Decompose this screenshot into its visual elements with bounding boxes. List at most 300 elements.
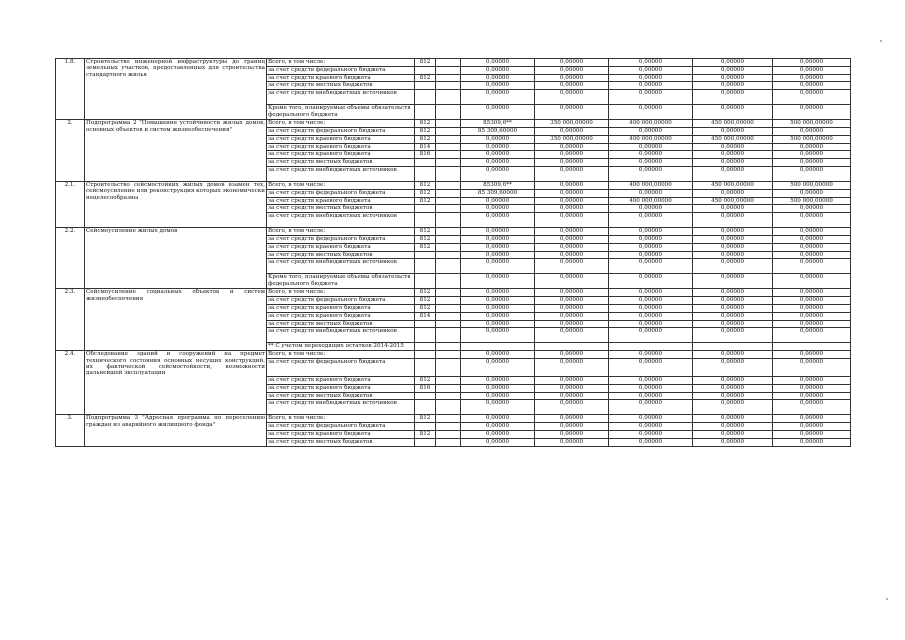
funding-source: за счет средств краевого бюджета: [267, 151, 415, 159]
amount-cell: [436, 181, 461, 189]
amount-cell: 0,00000: [609, 312, 693, 320]
ministry-code: 812: [415, 228, 436, 236]
amount-cell: 0,00000: [609, 358, 693, 376]
amount-cell: 0,00000: [461, 297, 535, 305]
amount-cell: 0,00000: [461, 213, 535, 228]
amount-cell: 0,00000: [535, 82, 609, 90]
amount-cell: 0,00000: [693, 312, 773, 320]
amount-cell: 0,00000: [535, 127, 609, 135]
ministry-code: [415, 320, 436, 328]
funding-source: за счет средств внебюджетных источников: [267, 400, 415, 415]
section-number: 3.: [56, 415, 85, 446]
amount-cell: 0,00000: [461, 82, 535, 90]
amount-cell: [436, 392, 461, 400]
amount-cell: 0,00000: [461, 328, 535, 343]
amount-cell: 0,00000: [609, 251, 693, 259]
amount-cell: 0,00000: [461, 143, 535, 151]
amount-cell: 0,00000: [609, 59, 693, 67]
amount-cell: 0,00000: [461, 320, 535, 328]
amount-cell: 85309,6**: [461, 120, 535, 128]
amount-cell: 0,00000: [535, 243, 609, 251]
ministry-code: [415, 438, 436, 446]
funding-source: за счет средств краевого бюджета: [267, 243, 415, 251]
amount-cell: [436, 213, 461, 228]
section-title: Подпрограмма 2 "Повышение устойчивости жилых домов, основных объектов и систем жизнеобеспечения": [85, 120, 267, 182]
amount-cell: 0,00000: [773, 400, 851, 415]
ministry-code: [415, 166, 436, 181]
amount-cell: [436, 289, 461, 297]
amount-cell: [436, 74, 461, 82]
amount-cell: 0,00000: [693, 159, 773, 167]
amount-cell: [436, 320, 461, 328]
amount-cell: 0,00000: [693, 423, 773, 431]
amount-cell: 0,00000: [461, 351, 535, 359]
section-title: Строительство инженерной инфраструктуры до границ земельных участков, предоставленных для строительства стандартного жилья: [85, 59, 267, 120]
amount-cell: 500 000,00000: [773, 135, 851, 143]
amount-cell: [436, 159, 461, 167]
amount-cell: 0,00000: [693, 259, 773, 274]
amount-cell: 400 000,00000: [609, 135, 693, 143]
amount-cell: 0,00000: [461, 312, 535, 320]
amount-cell: 0,00000: [693, 320, 773, 328]
amount-cell: 0,00000: [535, 166, 609, 181]
amount-cell: 0,00000: [535, 438, 609, 446]
funding-source: за счет средств местных бюджетов: [267, 251, 415, 259]
funding-source: за счет средств краевого бюджета: [267, 376, 415, 384]
empty-cell: [773, 343, 851, 351]
amount-cell: 450 000,00000: [693, 135, 773, 143]
amount-cell: 0,00000: [461, 205, 535, 213]
amount-cell: 0,00000: [609, 66, 693, 74]
amount-cell: 0,00000: [609, 392, 693, 400]
funding-source: за счет средств краевого бюджета: [267, 135, 415, 143]
amount-cell: 0,00000: [535, 312, 609, 320]
amount-cell: 0,00000: [461, 135, 535, 143]
table-row: [56, 415, 851, 423]
amount-cell: 0,00000: [609, 151, 693, 159]
section-title: Строительство сейсмостойких жилых домов взамен тех, сейсмоусиление или реконструкция которых экономически нецелесообразны: [85, 181, 267, 227]
amount-cell: 0,00000: [773, 415, 851, 423]
amount-cell: 0,00000: [535, 213, 609, 228]
amount-cell: 0,00000: [693, 358, 773, 376]
amount-cell: 0,00000: [535, 159, 609, 167]
amount-cell: 0,00000: [535, 400, 609, 415]
amount-cell: 0,00000: [609, 297, 693, 305]
funding-source: за счет средств внебюджетных источников: [267, 166, 415, 181]
ministry-code: 812: [415, 197, 436, 205]
amount-cell: 0,00000: [535, 259, 609, 274]
ministry-code: 812: [415, 127, 436, 135]
ministry-code: 814: [415, 143, 436, 151]
amount-cell: 0,00000: [693, 235, 773, 243]
amount-cell: 0,00000: [461, 392, 535, 400]
amount-cell: 0,00000: [461, 376, 535, 384]
amount-cell: [436, 151, 461, 159]
amount-cell: 0,00000: [773, 312, 851, 320]
amount-cell: [436, 197, 461, 205]
amount-cell: [436, 274, 461, 289]
ministry-code: 812: [415, 189, 436, 197]
amount-cell: 0,00000: [461, 235, 535, 243]
amount-cell: 0,00000: [693, 228, 773, 236]
amount-cell: 0,00000: [535, 415, 609, 423]
funding-source: за счет средств краевого бюджета: [267, 74, 415, 82]
amount-cell: 0,00000: [609, 228, 693, 236]
funding-source: за счет средств краевого бюджета: [267, 430, 415, 438]
amount-cell: 0,00000: [693, 430, 773, 438]
amount-cell: 0,00000: [693, 90, 773, 105]
section-title: Сейсмоусиление жилых домов: [85, 228, 267, 289]
funding-source: за счет средств местных бюджетов: [267, 320, 415, 328]
amount-cell: 0,00000: [609, 430, 693, 438]
amount-cell: 0,00000: [773, 189, 851, 197]
amount-cell: [436, 120, 461, 128]
amount-cell: 350 000,00000: [535, 120, 609, 128]
amount-cell: 0,00000: [693, 251, 773, 259]
section-title: Сейсмоусиление социальных объектов и систем жизнеобеспечения: [85, 289, 267, 351]
amount-cell: 0,00000: [535, 430, 609, 438]
amount-cell: 0,00000: [693, 415, 773, 423]
amount-cell: 0,00000: [773, 289, 851, 297]
amount-cell: 0,00000: [461, 66, 535, 74]
amount-cell: 0,00000: [609, 304, 693, 312]
amount-cell: 0,00000: [461, 197, 535, 205]
amount-cell: 450 000,00000: [693, 197, 773, 205]
amount-cell: 0,00000: [535, 59, 609, 67]
amount-cell: 0,00000: [461, 159, 535, 167]
footnote: ** С учетом переходящих остатков 2014-2015: [267, 343, 415, 351]
table-row: [56, 181, 851, 189]
amount-cell: [436, 235, 461, 243]
ministry-code: [415, 328, 436, 343]
ministry-code: [415, 274, 436, 289]
amount-cell: 0,00000: [535, 328, 609, 343]
amount-cell: 0,00000: [773, 351, 851, 359]
ministry-code: [415, 159, 436, 167]
amount-cell: 0,00000: [773, 205, 851, 213]
empty-cell: [436, 343, 461, 351]
amount-cell: 0,00000: [773, 438, 851, 446]
ministry-code: 812: [415, 430, 436, 438]
funding-source: за счет средств внебюджетных источников: [267, 259, 415, 274]
amount-cell: [436, 312, 461, 320]
ministry-code: 812: [415, 415, 436, 423]
scan-speck: [886, 598, 888, 600]
amount-cell: 0,00000: [609, 90, 693, 105]
amount-cell: 0,00000: [609, 205, 693, 213]
amount-cell: 0,00000: [609, 384, 693, 392]
amount-cell: [436, 415, 461, 423]
amount-cell: 0,00000: [773, 259, 851, 274]
amount-cell: [436, 143, 461, 151]
amount-cell: 0,00000: [609, 320, 693, 328]
amount-cell: 0,00000: [693, 151, 773, 159]
amount-cell: 0,00000: [609, 351, 693, 359]
amount-cell: 0,00000: [535, 251, 609, 259]
ministry-code: 812: [415, 135, 436, 143]
ministry-code: [415, 251, 436, 259]
amount-cell: 0,00000: [535, 304, 609, 312]
amount-cell: 0,00000: [609, 74, 693, 82]
amount-cell: 0,00000: [693, 143, 773, 151]
amount-cell: 85309,6**: [461, 181, 535, 189]
funding-source: за счет средств краевого бюджета: [267, 384, 415, 392]
funding-source: за счет средств федерального бюджета: [267, 423, 415, 431]
amount-cell: [436, 304, 461, 312]
amount-cell: 450 000,00000: [693, 120, 773, 128]
amount-cell: 0,00000: [609, 259, 693, 274]
ministry-code: 812: [415, 289, 436, 297]
amount-cell: 0,00000: [461, 358, 535, 376]
budget-table: [55, 58, 851, 447]
amount-cell: 0,00000: [693, 438, 773, 446]
ministry-code: [415, 400, 436, 415]
amount-cell: [436, 430, 461, 438]
amount-cell: 0,00000: [535, 358, 609, 376]
amount-cell: 0,00000: [535, 90, 609, 105]
amount-cell: 0,00000: [693, 127, 773, 135]
amount-cell: 0,00000: [609, 143, 693, 151]
ministry-code: [415, 351, 436, 359]
amount-cell: 0,00000: [773, 127, 851, 135]
amount-cell: 0,00000: [535, 376, 609, 384]
ministry-code: 816: [415, 151, 436, 159]
amount-cell: 0,00000: [535, 297, 609, 305]
amount-cell: 400 000,00000: [609, 197, 693, 205]
funding-source: за счет средств местных бюджетов: [267, 82, 415, 90]
ministry-code: [415, 392, 436, 400]
funding-source: за счет средств местных бюджетов: [267, 392, 415, 400]
amount-cell: 0,00000: [535, 228, 609, 236]
amount-cell: 0,00000: [693, 59, 773, 67]
amount-cell: 0,00000: [535, 235, 609, 243]
amount-cell: 0,00000: [773, 297, 851, 305]
ministry-code: 812: [415, 120, 436, 128]
table-row: [56, 351, 851, 359]
funding-source: за счет средств внебюджетных источников: [267, 213, 415, 228]
empty-cell: [609, 343, 693, 351]
amount-cell: 0,00000: [609, 159, 693, 167]
amount-cell: [436, 376, 461, 384]
amount-cell: [436, 358, 461, 376]
amount-cell: 0,00000: [773, 358, 851, 376]
amount-cell: 0,00000: [535, 351, 609, 359]
amount-cell: 0,00000: [461, 274, 535, 289]
amount-cell: 0,00000: [773, 274, 851, 289]
amount-cell: 0,00000: [773, 392, 851, 400]
amount-cell: 0,00000: [773, 423, 851, 431]
funding-source: за счет средств федерального бюджета: [267, 358, 415, 376]
amount-cell: 0,00000: [693, 304, 773, 312]
amount-cell: 0,00000: [693, 289, 773, 297]
amount-cell: [436, 90, 461, 105]
ministry-code: [415, 105, 436, 120]
amount-cell: 0,00000: [461, 105, 535, 120]
section-number: 1.8.: [56, 59, 85, 120]
amount-cell: 0,00000: [535, 205, 609, 213]
amount-cell: [436, 135, 461, 143]
table-row: [56, 59, 851, 67]
amount-cell: 0,00000: [461, 423, 535, 431]
section-title: Обследование зданий и сооружений на предмет технического состояния основных несущих конструкций, их фактической сейсмостойкости, возможности дальнейшей эксплуатации: [85, 351, 267, 415]
amount-cell: [436, 251, 461, 259]
amount-cell: 0,00000: [773, 59, 851, 67]
amount-cell: [436, 259, 461, 274]
section-number: 2.3.: [56, 289, 85, 351]
funding-source: за счет средств краевого бюджета: [267, 143, 415, 151]
amount-cell: 0,00000: [609, 328, 693, 343]
amount-cell: 0,00000: [461, 90, 535, 105]
ministry-code: 812: [415, 59, 436, 67]
amount-cell: 400 000,00000: [609, 181, 693, 189]
amount-cell: 0,00000: [773, 376, 851, 384]
amount-cell: 0,00000: [461, 304, 535, 312]
ministry-code: 812: [415, 376, 436, 384]
amount-cell: [436, 384, 461, 392]
amount-cell: 0,00000: [773, 213, 851, 228]
amount-cell: 0,00000: [535, 105, 609, 120]
amount-cell: [436, 127, 461, 135]
amount-cell: [436, 438, 461, 446]
amount-cell: 0,00000: [773, 320, 851, 328]
ministry-code: [415, 90, 436, 105]
funding-source: за счет средств краевого бюджета: [267, 197, 415, 205]
amount-cell: 0,00000: [535, 289, 609, 297]
amount-cell: 450 000,00000: [693, 181, 773, 189]
amount-cell: 0,00000: [693, 384, 773, 392]
amount-cell: 0,00000: [461, 430, 535, 438]
amount-cell: 0,00000: [693, 213, 773, 228]
amount-cell: 0,00000: [773, 105, 851, 120]
amount-cell: 0,00000: [609, 423, 693, 431]
funding-source: Всего, в том числе:: [267, 59, 415, 67]
funding-source: за счет средств федерального бюджета: [267, 66, 415, 74]
amount-cell: 500 000,00000: [773, 197, 851, 205]
amount-cell: 0,00000: [461, 415, 535, 423]
amount-cell: 0,00000: [609, 213, 693, 228]
amount-cell: 0,00000: [609, 400, 693, 415]
amount-cell: 0,00000: [461, 384, 535, 392]
amount-cell: 0,00000: [773, 251, 851, 259]
amount-cell: 0,00000: [609, 274, 693, 289]
funding-source: за счет средств внебюджетных источников: [267, 90, 415, 105]
amount-cell: 0,00000: [773, 151, 851, 159]
amount-cell: 0,00000: [609, 438, 693, 446]
amount-cell: 500 000,00000: [773, 181, 851, 189]
funding-source: за счет средств федерального бюджета: [267, 297, 415, 305]
amount-cell: 0,00000: [609, 415, 693, 423]
ministry-code: [415, 66, 436, 74]
amount-cell: [436, 297, 461, 305]
amount-cell: 350 000,00000: [535, 135, 609, 143]
amount-cell: 85 309,60000: [461, 127, 535, 135]
amount-cell: 0,00000: [535, 384, 609, 392]
amount-cell: 0,00000: [609, 189, 693, 197]
section-number: 2.: [56, 120, 85, 182]
amount-cell: 500 000,00000: [773, 120, 851, 128]
amount-cell: 0,00000: [773, 74, 851, 82]
amount-cell: 0,00000: [773, 159, 851, 167]
amount-cell: 0,00000: [693, 351, 773, 359]
section-number: 2.1.: [56, 181, 85, 227]
amount-cell: [436, 228, 461, 236]
amount-cell: 0,00000: [609, 127, 693, 135]
empty-cell: [415, 343, 436, 351]
amount-cell: 0,00000: [461, 289, 535, 297]
table-row: [56, 120, 851, 128]
amount-cell: 0,00000: [693, 400, 773, 415]
amount-cell: [436, 66, 461, 74]
amount-cell: 0,00000: [609, 376, 693, 384]
amount-cell: 0,00000: [693, 189, 773, 197]
ministry-code: 812: [415, 243, 436, 251]
amount-cell: 0,00000: [693, 74, 773, 82]
amount-cell: 0,00000: [609, 166, 693, 181]
amount-cell: 0,00000: [461, 251, 535, 259]
empty-cell: [693, 343, 773, 351]
funding-source: за счет средств федерального бюджета: [267, 189, 415, 197]
amount-cell: 0,00000: [693, 376, 773, 384]
amount-cell: 0,00000: [693, 205, 773, 213]
amount-cell: [436, 166, 461, 181]
amount-cell: [436, 59, 461, 67]
section-number: 2.2.: [56, 228, 85, 289]
amount-cell: [436, 105, 461, 120]
amount-cell: 0,00000: [461, 438, 535, 446]
amount-cell: [436, 328, 461, 343]
funding-source: за счет средств федерального бюджета: [267, 127, 415, 135]
empty-cell: [535, 343, 609, 351]
ministry-code: [415, 213, 436, 228]
ministry-code: 812: [415, 181, 436, 189]
amount-cell: [436, 205, 461, 213]
ministry-code: 814: [415, 312, 436, 320]
budget-table-body: [56, 59, 851, 447]
amount-cell: 0,00000: [535, 320, 609, 328]
amount-cell: 0,00000: [461, 259, 535, 274]
ministry-code: 812: [415, 297, 436, 305]
amount-cell: 0,00000: [461, 151, 535, 159]
amount-cell: 0,00000: [773, 235, 851, 243]
amount-cell: 0,00000: [535, 392, 609, 400]
section-number: 2.4.: [56, 351, 85, 415]
amount-cell: 0,00000: [461, 243, 535, 251]
amount-cell: 0,00000: [773, 82, 851, 90]
funding-source: за счет средств местных бюджетов: [267, 205, 415, 213]
amount-cell: 0,00000: [773, 328, 851, 343]
amount-cell: 0,00000: [693, 82, 773, 90]
amount-cell: 0,00000: [693, 243, 773, 251]
scan-speck: [880, 40, 882, 42]
amount-cell: 400 000,00000: [609, 120, 693, 128]
amount-cell: 0,00000: [535, 151, 609, 159]
table-row: [56, 289, 851, 297]
amount-cell: 0,00000: [693, 392, 773, 400]
amount-cell: [436, 400, 461, 415]
ministry-code: 812: [415, 235, 436, 243]
ministry-code: 816: [415, 384, 436, 392]
amount-cell: [436, 423, 461, 431]
funding-source: Всего, в том числе:: [267, 351, 415, 359]
funding-source: Кроме того, планируемые объемы обязательств федерального бюджета: [267, 274, 415, 289]
ministry-code: [415, 205, 436, 213]
amount-cell: 0,00000: [773, 66, 851, 74]
funding-source: за счет средств федерального бюджета: [267, 235, 415, 243]
amount-cell: 0,00000: [773, 243, 851, 251]
amount-cell: 0,00000: [535, 274, 609, 289]
ministry-code: [415, 358, 436, 376]
amount-cell: 0,00000: [535, 181, 609, 189]
